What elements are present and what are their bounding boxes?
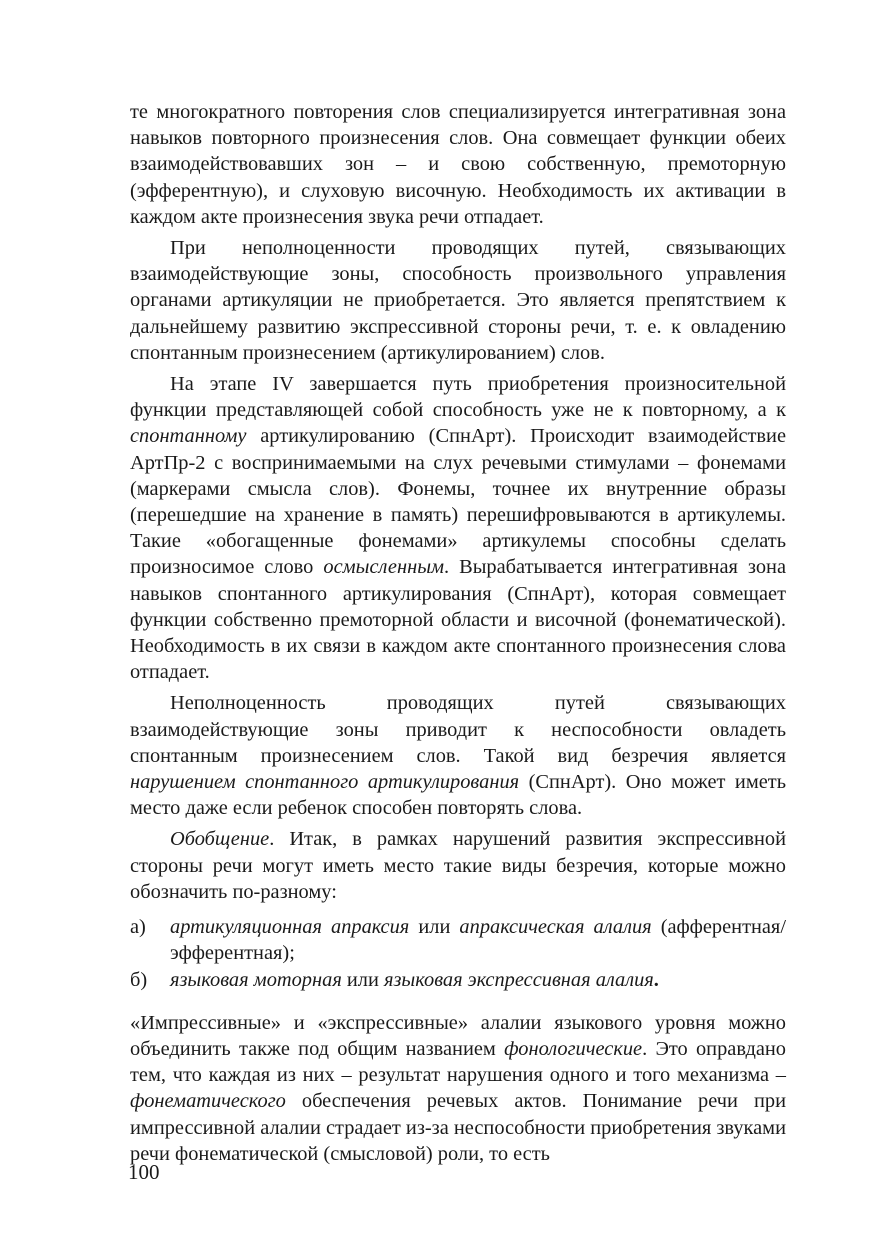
list-item [130,967,786,993]
list-marker: б) [130,968,148,991]
list-item-text: языковая моторная или языковая экспрессивная алалия. [170,968,659,991]
italic-term: нарушением спонтанного артикулирования [130,771,520,794]
list-item [130,914,786,966]
italic-term: фонологические [504,1037,643,1060]
paragraph-1: те многократного повторения слов специализируется интегративная зона навыков повторного произнесения слов. Она совмещает функции обеих взаимодействовавших зон – и свою собственную, премоторную (эфферентную), и слуховую височную. Необходимость их активации в каждом акте произнесения звука речи отпадает. [130,101,786,228]
italic-term: осмысленным [323,556,445,579]
paragraph-2: При неполноценности проводящих путей, связывающих взаимодействующие зоны, способность произвольного управления органами артикуляции не приобретается. Это является препятствием к дальнейшему развитию экспрессивной стороны речи, т. е. к овладению спонтанным произнесением (артикулированием) слов. [130,237,786,364]
paragraph-6: «Импрессивные» и «экспрессивные» алалии языкового уровня можно объединить также под общим названием фонологические. Это оправдано тем, что каждая из них – результат нарушения одного и того механизма – фонематического обеспечения речевых актов. Понимание речи при импрессивной алалии страдает из-за неспособности приобретения звуками речи фонематической (смысловой) роли, то есть [130,1011,786,1165]
body-text [130,99,786,1172]
list-marker: а) [130,916,146,939]
italic-term: спонтанному [130,425,247,448]
paragraph-3: На этапе IV завершается путь приобретения произносительной функции представляющей собой способность уже не к повторному, а к спонтанному артикулированию (СпнАрт). Происходит взаимодействие АртПр-2 с воспринимаемыми на слух речевыми стимулами – фонемами (маркерами смысла слов). Фонемы, точнее их внутренние образы (перешедшие на хранение в память) перешифровываются в артикулемы. Такие «обогащенные фонемами» артикулемы способны сделать произносимое слово осмысленным. Вырабатывается интегративная зона навыков спонтанного артикулирования (СпнАрт), которая совмещает функции собственно премоторной области и височной (фонематической). Необходимость в их связи в каждом акте спонтанного произнесения слова отпадает. [130,373,787,684]
list-item-text: артикуляционная апраксия или апраксическая алалия (афферентная/эфферентная); [170,916,786,965]
italic-term: Обобщение [170,828,270,851]
paragraph-4: Неполноценность проводящих путей связывающих взаимодействующие зоны приводит к неспособности овладеть спонтанным произнесением слов. Такой вид безречия является нарушением спонтанного артикулирования (СпнАрт). Оно может иметь место даже если ребенок способен повторять слова. [130,692,786,820]
classification-list [130,914,786,993]
italic-term: фонематического [130,1090,286,1113]
paragraph-5: Обобщение. Итак, в рамках нарушений развития экспрессивной стороны речи могут иметь место такие виды безречия, которые можно обозначить по-разному: [130,828,786,903]
page-number: 100 [128,1160,160,1184]
